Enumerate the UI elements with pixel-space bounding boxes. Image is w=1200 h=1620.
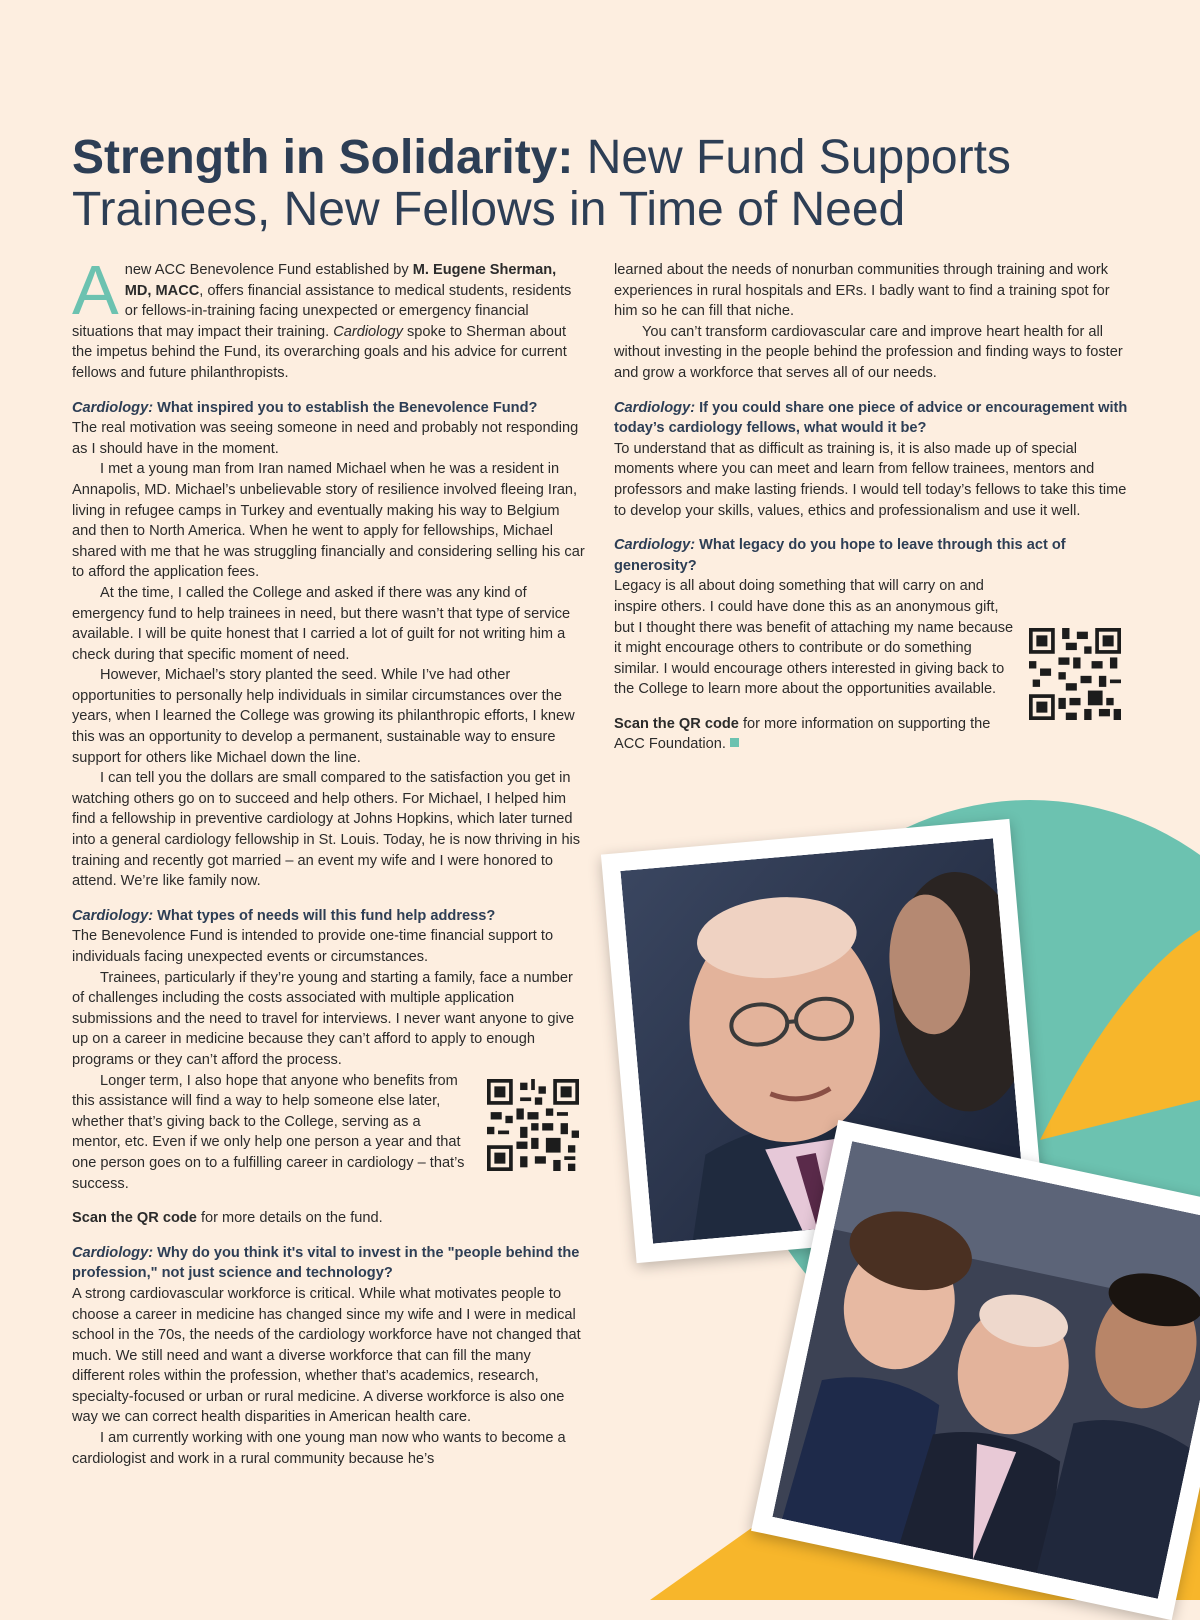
end-mark-icon: [730, 738, 739, 747]
title-bold: Strength in Solidarity:: [72, 131, 574, 184]
answer-paragraph: I can tell you the dollars are small compared to the satisfaction you get in watching others go on to succeed and help others. For Michael, I helped him find a fellowship in preventive cardiology at Johns Hopkins, which later turned into a general cardiology fellowship in St. Louis. Today, he is now thriving in his training and recently got married – an event my wife and I were honored to attend. We’re like family now.: [72, 770, 581, 890]
question-4: Cardiology: If you could share one piece of advice or encouragement with today’s cardiology fellows, what would it be?: [614, 399, 1128, 437]
scan-qr-note: Scan the QR code for more details on the fund.: [72, 1210, 383, 1227]
answer-paragraph: Longer term, I also hope that anyone who benefits from this assistance will find a way to help someone else later, whether that’s giving back to the College, serving as a mentor, etc. Even if we only help one person a year and that one person goes on to a fulfilling career in cardiology – that’s success.: [72, 1072, 465, 1192]
answer-paragraph: I am currently working with one young man now who wants to become a cardiologist and work in a rural community because he’s: [72, 1430, 566, 1467]
question-1: Cardiology: What inspired you to establish the Benevolence Fund?: [72, 399, 538, 416]
answer-paragraph: The Benevolence Fund is intended to provide one-time financial support to individuals facing unexpected events or circumstances.: [72, 928, 554, 965]
answer-paragraph: However, Michael’s story planted the seed. While I’ve had other opportunities to personally help individuals in similar circumstances over the years, when I learned the College was growing its philanthropic efforts, I knew this was an opportunity to develop a permanent, sustainable way to ensure support for others like Michael down the line.: [72, 667, 575, 766]
qr-code-icon[interactable]: [1029, 628, 1121, 720]
answer-paragraph: To understand that as difficult as training is, it is also made up of special moments where you can meet and learn from fellow trainees, mentors and professors and make lasting friends. I would tell today’s fellows to take this time to develop your skills, values, ethics and professionalism and use it well.: [614, 440, 1127, 519]
intro-paragraph: Anew ACC Benevolence Fund established by M. Eugene Sherman, MD, MACC, offers financial assistance to medical students, residents or fellows-in-training facing unexpected or emergency financial situations that may impact their training. Cardiology spoke to Sherman about the impetus behind the Fund, its overarching goals and his advice for current fellows and future philanthropists.: [72, 251, 572, 381]
answer-paragraph: Trainees, particularly if they’re young and starting a family, face a number of challenges including the costs associated with multiple application submissions and the need to travel for interviews. I never want anyone to give up on a career in medicine because they can’t afford to apply to enough programs or they can’t afford the process.: [72, 969, 575, 1068]
answer-paragraph: I met a young man from Iran named Michael when he was a resident in Annapolis, MD. Michael’s unbelievable story of resilience involved fleeing Iran, living in refugee camps in Turkey and eventually making his way to Belgium and then to North America. When he went to apply for fellowships, Michael shared with me that he was struggling financially and considering selling his car to afford the application fees.: [72, 461, 585, 581]
scan-qr-note: Scan the QR code for more information on supporting the ACC Foundation.: [614, 715, 991, 753]
answer-paragraph: Legacy is all about doing something that will carry on and inspire others. I could have done this as an anonymous gift, but I thought there was benefit of attaching my name because it might encourage others to contribute or do something similar. I would encourage others interested in giving back to the College to learn more about the opportunities available.: [614, 578, 1014, 698]
question-2: Cardiology: What types of needs will this fund help address?: [72, 907, 496, 924]
qr-code-icon[interactable]: [487, 1079, 579, 1171]
author-name: M. Eugene Sherman, MD, MACC: [124, 262, 557, 299]
question-5: Cardiology: What legacy do you hope to leave through this act of generosity?: [614, 537, 1066, 574]
answer-paragraph: The real motivation was seeing someone in need and probably not responding as I should have in the moment.: [72, 420, 579, 457]
question-3: Cardiology: Why do you think it's vital to invest in the "people behind the profession," not just science and technology?: [72, 1244, 580, 1282]
left-column: [72, 251, 587, 1469]
title-light: New Fund Supports Trainees, New Fellows in Time of Need: [72, 131, 1011, 236]
answer-paragraph: At the time, I called the College and asked if there was any kind of emergency fund to help trainees in need, but there wasn’t that type of service available. I will be quite honest that I carried a lot of guilt for not writing him a check during that specific moment of need.: [72, 584, 571, 663]
drop-cap: A: [72, 251, 119, 329]
answer-paragraph: A strong cardiovascular workforce is critical. While what motivates people to choose a career in medicine has changed since my wife and I were in medical school in the 70s, the needs of the cardiology workforce have not changed that much. We still need and want a diverse workforce that can fill the many different roles within the profession, whether that’s academics, research, specialty-focused or urban or rural medicine. A diverse workforce is also one way we can correct health disparities in American health care.: [72, 1285, 581, 1426]
answer-paragraph: learned about the needs of nonurban communities through training and work experiences in rural hospitals and ERs. I badly want to find a training spot for him so he can fill that niche.: [614, 262, 1110, 320]
right-column: [614, 260, 1129, 755]
photo-sherman-group: [772, 1141, 1200, 1599]
answer-paragraph: You can’t transform cardiovascular care and improve heart health for all without investing in the people behind the profession and finding ways to foster and grow a workforce that serves all of our needs.: [614, 323, 1123, 381]
page-title: [72, 132, 1152, 236]
